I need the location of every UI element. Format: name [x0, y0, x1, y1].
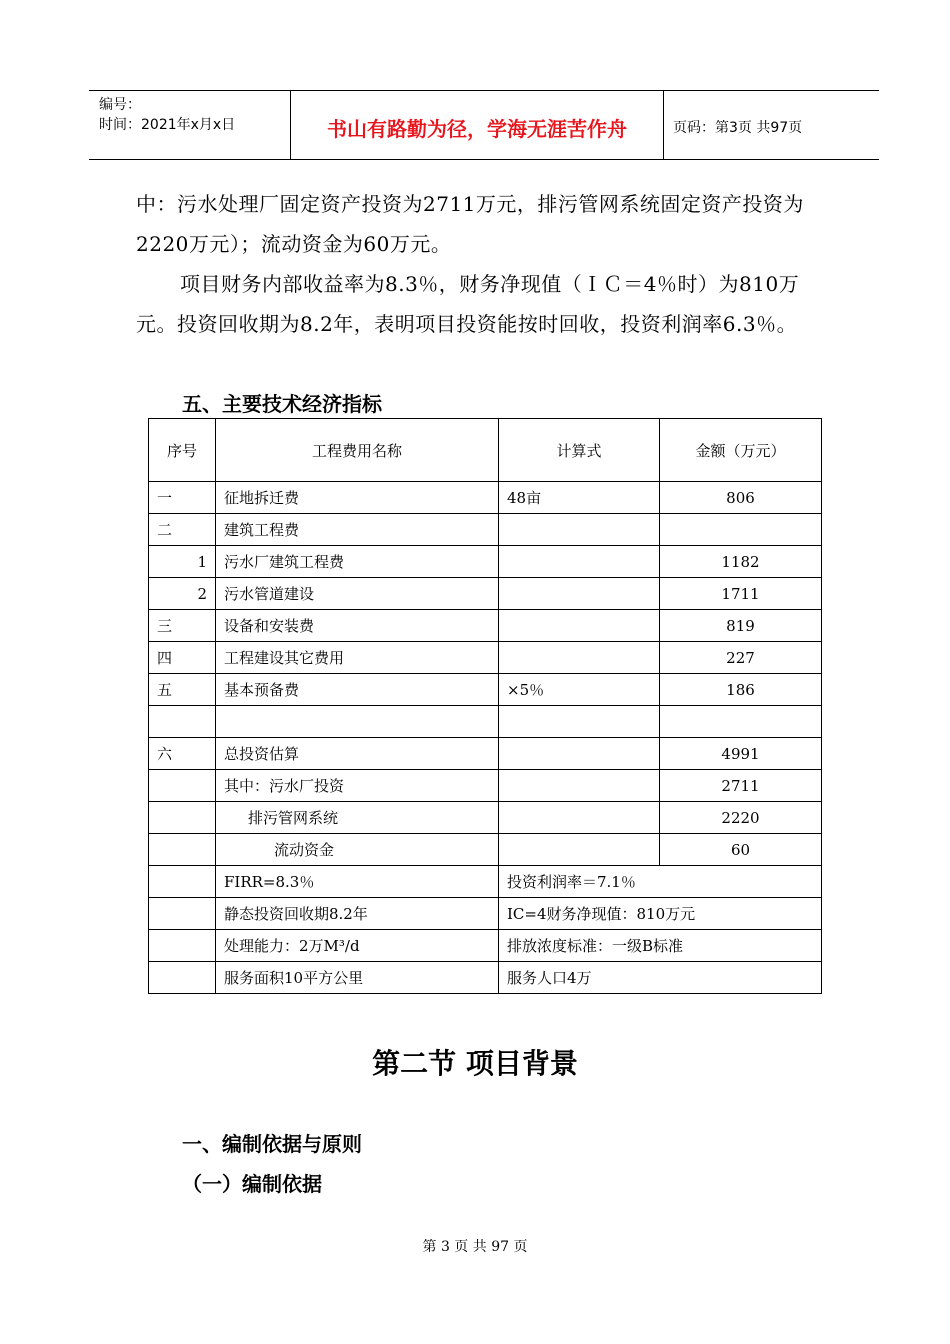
- row-amount: 2711: [660, 770, 822, 802]
- table-row: [149, 706, 822, 738]
- summary-left: FIRR=8.3％: [216, 866, 499, 898]
- row-name: 建筑工程费: [216, 514, 499, 546]
- row-formula: [499, 738, 660, 770]
- row-index: 一: [149, 482, 216, 514]
- row-formula: ×5％: [499, 674, 660, 706]
- row-formula: [499, 578, 660, 610]
- summary-row: [149, 930, 822, 962]
- row-formula: [499, 706, 660, 738]
- time-label: 时间：2021年x月x日: [99, 117, 236, 133]
- row-formula: [499, 642, 660, 674]
- row-formula: [499, 610, 660, 642]
- table-row: [149, 514, 822, 546]
- row-formula: 48亩: [499, 482, 660, 514]
- row-index: 2: [149, 578, 216, 610]
- header-page-info: 页码：第3页 共97页: [673, 120, 803, 136]
- row-formula: [499, 514, 660, 546]
- row-amount: 186: [660, 674, 822, 706]
- summary-left: 静态投资回收期8.2年: [216, 898, 499, 930]
- row-amount: 2220: [660, 802, 822, 834]
- summary-index: [149, 930, 216, 962]
- row-index: [149, 770, 216, 802]
- row-index: [149, 802, 216, 834]
- row-amount: 60: [660, 834, 822, 866]
- table-row: [149, 578, 822, 610]
- row-amount: 1182: [660, 546, 822, 578]
- row-name: 工程建设其它费用: [216, 642, 499, 674]
- code-label: 编号：: [99, 97, 141, 113]
- indicator-table: [148, 418, 822, 994]
- row-name: 污水管道建设: [216, 578, 499, 610]
- row-formula: [499, 546, 660, 578]
- header-name: 工程费用名称: [216, 419, 499, 482]
- row-name: 排污管网系统: [216, 802, 499, 834]
- header-motto: 书山有路勤为径，学海无涯苦作舟: [327, 117, 627, 141]
- row-formula: [499, 770, 660, 802]
- row-index: 六: [149, 738, 216, 770]
- table-row: [149, 738, 822, 770]
- row-amount: 1711: [660, 578, 822, 610]
- row-name: 总投资估算: [216, 738, 499, 770]
- table-heading: 五、主要技术经济指标: [182, 392, 382, 416]
- table-row: [149, 802, 822, 834]
- row-amount: 806: [660, 482, 822, 514]
- paragraph-investment: 中：污水处理厂固定资产投资为2711万元，排污管网系统固定资产投资为2220万元）；流动资金为60万元。: [136, 192, 804, 256]
- table-header-row: [149, 419, 822, 482]
- row-index: 四: [149, 642, 216, 674]
- summary-row: [149, 962, 822, 994]
- page-footer: 第 3 页 共 97 页: [422, 1239, 528, 1255]
- row-amount: 819: [660, 610, 822, 642]
- table-row: [149, 610, 822, 642]
- row-name: 污水厂建筑工程费: [216, 546, 499, 578]
- row-amount: [660, 706, 822, 738]
- row-amount: 4991: [660, 738, 822, 770]
- header-divider: [663, 91, 664, 159]
- summary-row: [149, 866, 822, 898]
- row-name: 流动资金: [216, 834, 499, 866]
- table-row: [149, 482, 822, 514]
- header-formula: 计算式: [499, 419, 660, 482]
- row-index: 1: [149, 546, 216, 578]
- summary-right: IC=4财务净现值：810万元: [499, 898, 822, 930]
- heading-basis: （一）编制依据: [182, 1172, 322, 1196]
- summary-left: 处理能力：2万M³/d: [216, 930, 499, 962]
- page-header: [89, 90, 879, 160]
- header-amount: 金额（万元）: [660, 419, 822, 482]
- summary-index: [149, 962, 216, 994]
- row-name: 其中：污水厂投资: [216, 770, 499, 802]
- row-amount: [660, 514, 822, 546]
- row-name: 基本预备费: [216, 674, 499, 706]
- section-title: 第二节 项目背景: [372, 1047, 578, 1080]
- paragraph-financial: [136, 264, 836, 344]
- row-index: [149, 834, 216, 866]
- summary-right: 投资利润率＝7.1％: [499, 866, 822, 898]
- row-formula: [499, 834, 660, 866]
- table-row: [149, 546, 822, 578]
- table-row: [149, 674, 822, 706]
- summary-right: 服务人口4万: [499, 962, 822, 994]
- summary-row: [149, 898, 822, 930]
- summary-index: [149, 866, 216, 898]
- row-index: 二: [149, 514, 216, 546]
- row-index: [149, 706, 216, 738]
- row-formula: [499, 802, 660, 834]
- row-amount: 227: [660, 642, 822, 674]
- summary-left: 服务面积10平方公里: [216, 962, 499, 994]
- summary-index: [149, 898, 216, 930]
- header-index: 序号: [149, 419, 216, 482]
- header-meta: [99, 95, 289, 135]
- table-row: [149, 770, 822, 802]
- row-name: [216, 706, 499, 738]
- heading-basis-principles: 一、编制依据与原则: [182, 1132, 362, 1156]
- table-row: [149, 642, 822, 674]
- table-row: [149, 834, 822, 866]
- row-index: 三: [149, 610, 216, 642]
- paragraph-financial-text: 项目财务内部收益率为8.3％，财务净现值（ＩＣ＝4％时）为810万元。投资回收期为8.2年，表明项目投资能按时回收，投资利润率6.3％。: [136, 272, 800, 336]
- row-name: 设备和安装费: [216, 610, 499, 642]
- row-name: 征地拆迁费: [216, 482, 499, 514]
- row-index: 五: [149, 674, 216, 706]
- summary-right: 排放浓度标准：一级B标准: [499, 930, 822, 962]
